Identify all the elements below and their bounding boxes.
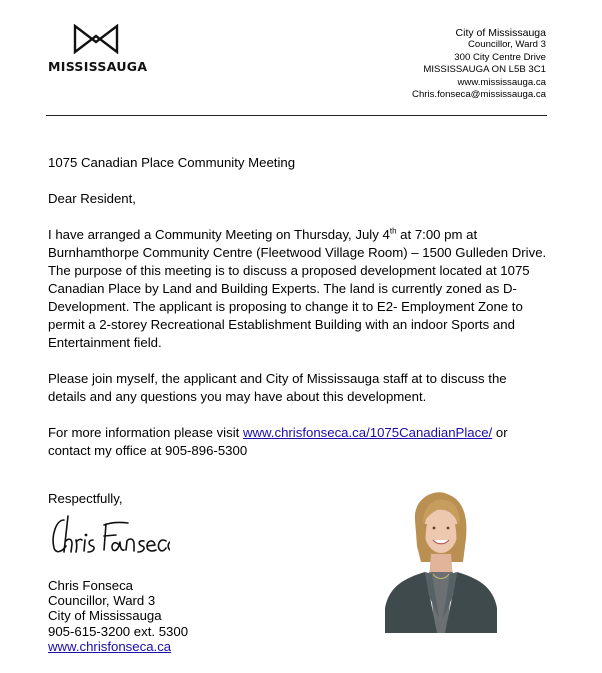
address-line: MISSISSAUGA ON L5B 3C1 bbox=[423, 64, 546, 76]
signer-phone: 905-615-3200 ext. 5300 bbox=[48, 623, 189, 639]
letter-subject: 1075 Canadian Place Community Meeting bbox=[48, 155, 296, 170]
letter-paragraph-info bbox=[48, 424, 548, 460]
signer-website-link[interactable]: www.chrisfonseca.ca bbox=[48, 638, 172, 654]
address-website: www.mississauga.ca bbox=[457, 76, 546, 88]
mississauga-logo-icon bbox=[72, 24, 120, 54]
signer-title: Councillor, Ward 3 bbox=[48, 593, 156, 609]
info-text-start: For more information please visit bbox=[48, 425, 243, 440]
councillor-address-block bbox=[412, 27, 546, 101]
signer-name: Chris Fonseca bbox=[48, 578, 134, 593]
address-line: Councillor, Ward 3 bbox=[467, 39, 546, 51]
letter-salutation: Dear Resident, bbox=[48, 191, 136, 206]
letter-body bbox=[48, 154, 548, 526]
meeting-text-rest: at 7:00 pm at Burnhamthorpe Community Centre (Fleetwood Village Room) – 1500 Gulleden Drive. The purpose of this meeting is to discuss a proposed development located at 1075 Canadian Place by Land and Building Experts. The land is currently zoned as D-Development. The applicant is proposing to change it to E2- Employment Zone to permit a 2-storey Recreational Establishment Building with an indoor Sports and Entertainment field. bbox=[48, 227, 547, 350]
info-text-rest: or contact my office at 905-896-5300 bbox=[48, 425, 508, 458]
letter-paragraph-invite: Please join myself, the applicant and City of Mississauga staff at to discuss the details and any questions you may have about this development. bbox=[48, 371, 507, 404]
handwritten-signature bbox=[50, 510, 170, 558]
logo-wordmark: MISSISSAUGA bbox=[48, 59, 148, 74]
address-line: 300 City Centre Drive bbox=[454, 51, 546, 63]
signature-block bbox=[48, 578, 188, 654]
address-line: City of Mississauga bbox=[455, 27, 546, 39]
letter-paragraph-meeting bbox=[48, 226, 548, 352]
councillor-portrait bbox=[385, 490, 497, 633]
meeting-text-start: I have arranged a Community Meeting on Thursday, July 4 bbox=[48, 227, 390, 242]
ordinal-suffix: th bbox=[389, 226, 397, 236]
address-email: Chris.fonseca@mississauga.ca bbox=[412, 89, 546, 101]
header-divider bbox=[46, 115, 547, 116]
signer-organization: City of Mississauga bbox=[48, 608, 162, 624]
project-info-link[interactable]: www.chrisfonseca.ca/1075CanadianPlace/ bbox=[242, 425, 493, 440]
mississauga-logo bbox=[48, 24, 148, 74]
letter-closing: Respectfully, bbox=[48, 491, 123, 506]
